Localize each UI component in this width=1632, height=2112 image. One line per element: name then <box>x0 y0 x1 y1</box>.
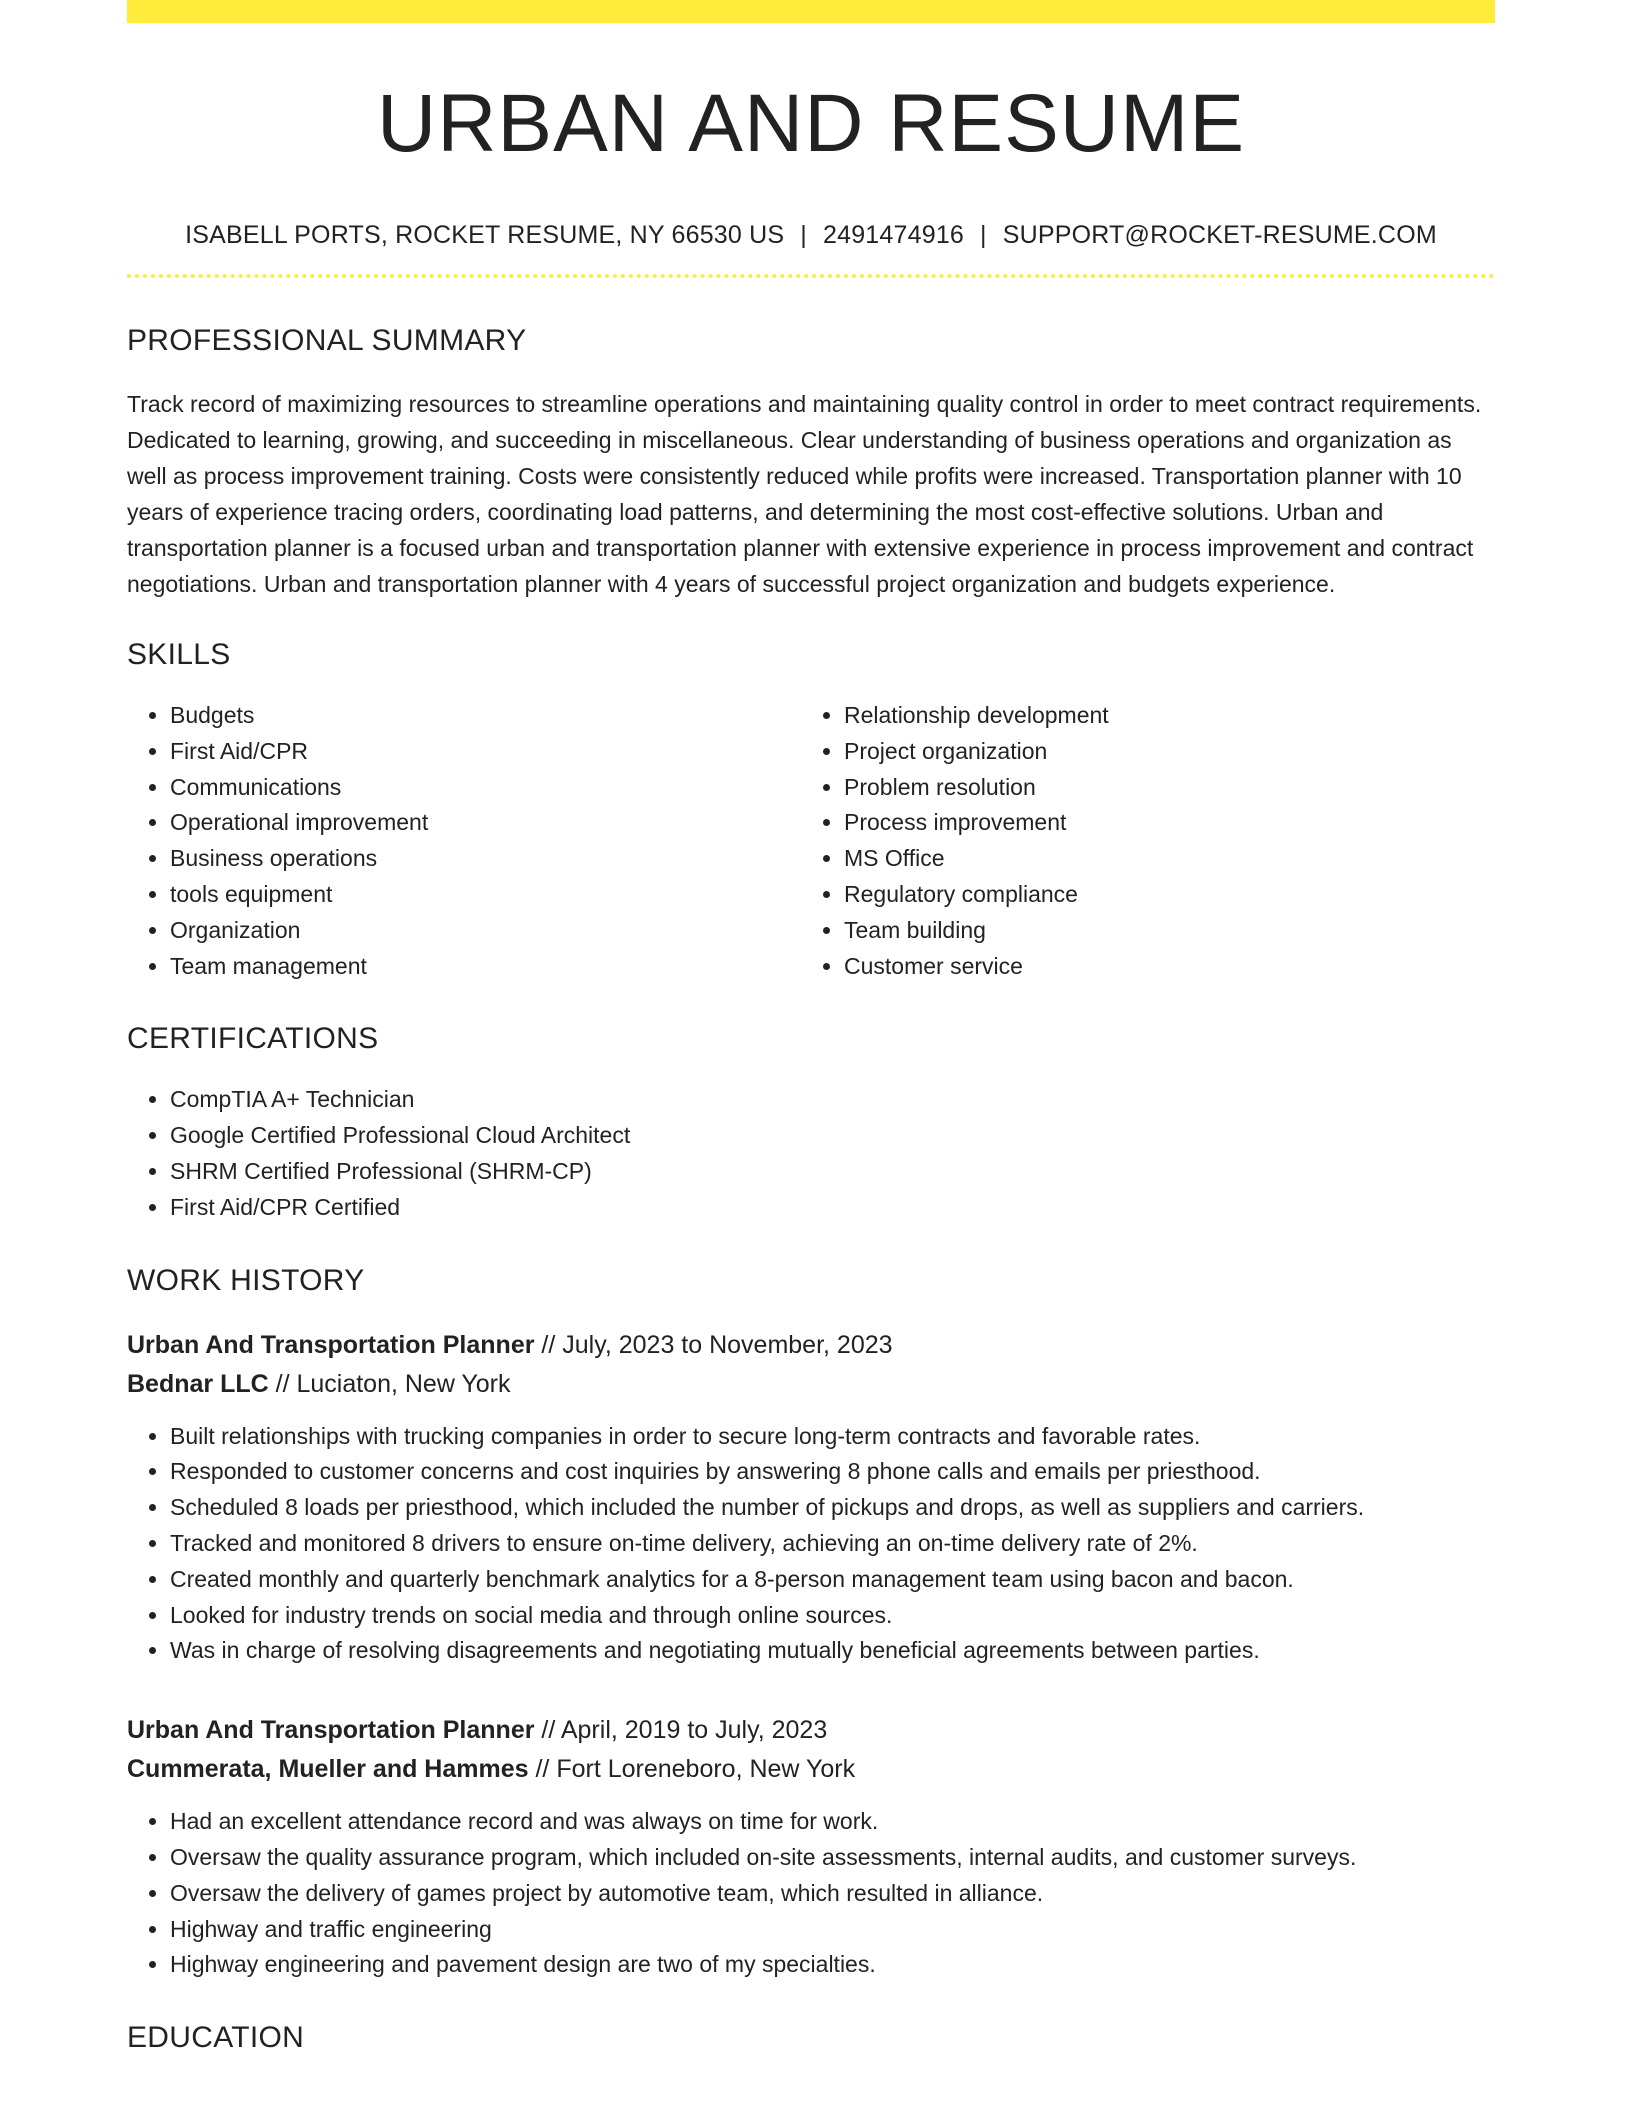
skills-heading: SKILLS <box>127 638 231 671</box>
summary-heading: PROFESSIONAL SUMMARY <box>127 324 527 357</box>
skill-item: • MS Office <box>844 841 1475 877</box>
job-entry <box>127 1326 1495 1670</box>
job-dates: // April, 2019 to July, 2023 <box>534 1716 828 1745</box>
certification-item: • First Aid/CPR Certified <box>170 1190 1495 1226</box>
skill-item: • Budgets <box>170 698 801 734</box>
contact-separator: | <box>980 221 987 249</box>
job-role: Urban And Transportation Planner <box>127 1716 535 1745</box>
contact-phone: 2491474916 <box>822 221 965 249</box>
job-location: // Luciaton, New York <box>268 1369 511 1398</box>
job-entry <box>127 1711 1495 1983</box>
certification-item: • Google Certified Professional Cloud Architect <box>170 1118 1495 1154</box>
skill-item: • First Aid/CPR <box>170 734 801 770</box>
skill-item: • Customer service <box>844 949 1475 985</box>
job-title-line <box>127 1326 1495 1365</box>
skill-item: • Operational improvement <box>170 805 801 841</box>
job-bullet: • Highway engineering and pavement design are two of my specialties. <box>170 1947 1495 1983</box>
job-bullet: • Scheduled 8 loads per priesthood, which included the number of pickups and drops, as well as suppliers and carriers. <box>170 1490 1495 1526</box>
skill-item: • Regulatory compliance <box>844 877 1475 913</box>
job-bullet: • Had an excellent attendance record and was always on time for work. <box>170 1804 1495 1840</box>
contact-separator: | <box>800 221 807 249</box>
job-role: Urban And Transportation Planner <box>127 1330 535 1359</box>
work-history-heading: WORK HISTORY <box>127 1263 365 1297</box>
certifications-heading: CERTIFICATIONS <box>127 1022 379 1056</box>
job-bullet: • Oversaw the quality assurance program, which included on-site assessments, internal audits, and customer surveys. <box>170 1840 1495 1876</box>
skill-item: • Problem resolution <box>844 770 1475 806</box>
resume-page <box>127 0 1495 2053</box>
skill-item: • Business operations <box>170 841 801 877</box>
skill-item: • Organization <box>170 913 801 949</box>
job-title-line <box>127 1711 1495 1750</box>
skill-item: • Team building <box>844 913 1475 949</box>
contact-address: ISABELL PORTS, ROCKET RESUME, NY 66530 US <box>185 221 785 249</box>
skill-item: • Relationship development <box>844 698 1475 734</box>
job-bullet: • Looked for industry trends on social media and through online sources. <box>170 1598 1495 1634</box>
job-bullet: • Responded to customer concerns and cost inquiries by answering 8 phone calls and emails per priesthood. <box>170 1454 1495 1490</box>
skills-list-left <box>127 698 801 984</box>
contact-line <box>127 223 1495 248</box>
job-dates: // July, 2023 to November, 2023 <box>534 1330 893 1359</box>
skill-item: • tools equipment <box>170 877 801 913</box>
skill-item: • Project organization <box>844 734 1475 770</box>
certification-item: • SHRM Certified Professional (SHRM-CP) <box>170 1154 1495 1190</box>
job-company: Bednar LLC <box>127 1369 269 1398</box>
dotted-divider <box>127 274 1495 278</box>
job-bullet: • Was in charge of resolving disagreements and negotiating mutually beneficial agreements between parties. <box>170 1633 1495 1669</box>
job-company-line <box>127 1365 1495 1404</box>
skill-item: • Communications <box>170 770 801 806</box>
education-heading: EDUCATION <box>127 2021 305 2055</box>
job-bullets <box>127 1419 1495 1670</box>
contact-email: SUPPORT@ROCKET-RESUME.COM <box>1002 221 1437 249</box>
resume-name: URBAN AND RESUME <box>376 78 1246 169</box>
accent-bar <box>127 0 1495 23</box>
job-bullets <box>127 1804 1495 1983</box>
skill-item: • Process improvement <box>844 805 1475 841</box>
job-bullet: • Built relationships with trucking companies in order to secure long-term contracts and favorable rates. <box>170 1419 1495 1455</box>
summary-text: Track record of maximizing resources to streamline operations and maintaining quality control in order to meet contract requirements. Dedicated to learning, growing, and succeeding in miscellaneous. Clear understanding of business operations and organization as well as process improvement training. Costs were consistently reduced while profits were increased. Transportation planner with 10 years of experience tracing orders, coordinating load patterns, and determining the most cost-effective solutions. Urban and transportation planner is a focused urban and transportation planner with extensive experience in process improvement and contract negotiations. Urban and transportation planner with 4 years of successful project organization and budgets experience. <box>127 391 1482 597</box>
job-bullet: • Highway and traffic engineering <box>170 1912 1495 1948</box>
job-company-line <box>127 1750 1495 1789</box>
certification-item: • CompTIA A+ Technician <box>170 1082 1495 1118</box>
skills-list-right <box>801 698 1475 984</box>
job-company: Cummerata, Mueller and Hammes <box>127 1755 529 1784</box>
skills-grid <box>127 698 1495 984</box>
job-bullet: • Oversaw the delivery of games project by automotive team, which resulted in alliance. <box>170 1876 1495 1912</box>
job-location: // Fort Loreneboro, New York <box>528 1755 856 1784</box>
certifications-list <box>127 1082 1495 1225</box>
job-bullet: • Tracked and monitored 8 drivers to ensure on-time delivery, achieving an on-time delivery rate of 2%. <box>170 1526 1495 1562</box>
skill-item: • Team management <box>170 949 801 985</box>
job-bullet: • Created monthly and quarterly benchmark analytics for a 8-person management team using bacon and bacon. <box>170 1562 1495 1598</box>
